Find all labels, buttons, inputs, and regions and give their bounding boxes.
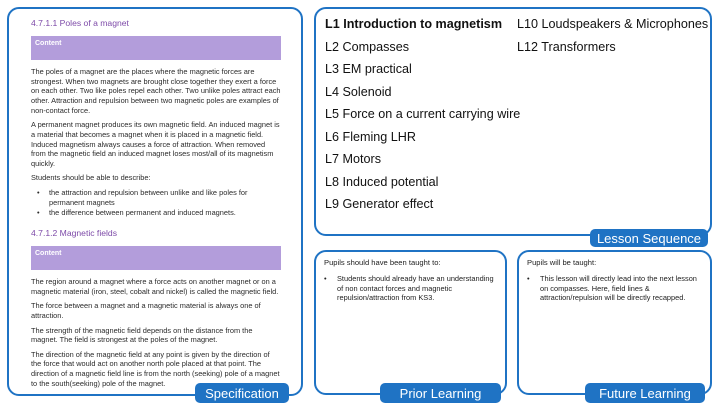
- future-learning-text: This lesson will directly lead into the next lesson on compasses. Here, field lines & attraction/repulsion will be directly recapped.: [540, 274, 697, 303]
- future-learning-tag: Future Learning: [585, 383, 705, 403]
- lesson-item: L10 Loudspeakers & Microphones: [517, 17, 709, 31]
- prior-learning-bullet: [324, 274, 494, 303]
- lesson-item: L8 Induced potential: [325, 174, 439, 189]
- specification-panel: [7, 7, 303, 396]
- lesson-list-column-2: [517, 16, 708, 61]
- spec-bullet: • the difference between permanent and induced magnets.: [31, 208, 281, 218]
- lesson-item-current: L1 Introduction to magnetism: [325, 17, 503, 31]
- spec-paragraph: The region around a magnet where a force acts on another magnet or on a magnetic material (iron, steel, cobalt and nickel) is called the magnetic field.: [31, 277, 279, 296]
- specification-document: [31, 16, 281, 393]
- specification-tag: Specification: [195, 383, 289, 403]
- lesson-item: L12 Transformers: [517, 39, 616, 54]
- prior-learning-tag: Prior Learning: [380, 383, 501, 403]
- spec-paragraph: The direction of the magnetic field at any point is given by the direction of the force that would act on another north pole placed at that point. The direction of a magnetic field line is from the north (seeking) pole of a magnet to the south(seeking) pole of the magnet.: [31, 349, 280, 388]
- lesson-item: L2 Compasses: [325, 39, 409, 54]
- spec-paragraph: The strength of the magnetic field depends on the distance from the magnet. The field is strongest at the poles of the magnet.: [31, 325, 253, 345]
- content-bar: Content: [31, 246, 281, 270]
- future-learning-bullet: [527, 274, 697, 303]
- lesson-item: L9 Generator effect: [325, 197, 434, 211]
- future-learning-panel: [517, 250, 712, 395]
- lesson-item: L6 Fleming LHR: [325, 129, 416, 144]
- lesson-item: L7 Motors: [325, 152, 381, 166]
- spec-paragraph: The poles of a magnet are the places where the magnetic forces are strongest. When two magnets are brought close together they exert a force on each other. Two like poles repel each other. Two unlike poles attract each other. Attraction and repulsion between two magnetic poles are examples of non-contact force.: [31, 67, 281, 115]
- spec-paragraph: A permanent magnet produces its own magnetic field. An induced magnet is a material that becomes a magnet when it is placed in a magnetic field. Induced magnetism always causes a force of attraction. When removed from the magnetic field an induced magnet loses most/all of its magnetism quickly.: [31, 120, 280, 168]
- lesson-list-column-1: [325, 16, 520, 219]
- lesson-item: L5 Force on a current carrying wire: [325, 107, 521, 121]
- prior-learning-text: Students should already have an understanding of non contact forces and magnetic repulsion/attraction from KS3.: [337, 274, 494, 303]
- lesson-item: L4 Solenoid: [325, 84, 392, 99]
- prior-learning-title: Pupils should have been taught to:: [324, 258, 441, 267]
- lesson-item: L3 EM practical: [325, 62, 412, 76]
- spec-paragraph: The force between a magnet and a magnetic material is always one of attraction.: [31, 301, 261, 320]
- spec-bullet-list: [31, 188, 281, 218]
- section-heading-poles: 4.7.1.1 Poles of a magnet: [31, 18, 129, 28]
- spec-paragraph: Students should be able to describe:: [31, 173, 151, 183]
- lesson-sequence-tag: Lesson Sequence: [590, 229, 708, 247]
- content-bar: Content: [31, 36, 281, 60]
- future-learning-title: Pupils will be taught:: [527, 258, 597, 267]
- bullet-dot: •: [324, 274, 327, 283]
- lesson-sequence-panel: [314, 7, 712, 236]
- spec-bullet: • the attraction and repulsion between unlike and like poles for permanent magnets: [31, 188, 281, 207]
- bullet-dot: •: [527, 274, 530, 283]
- prior-learning-panel: [314, 250, 507, 395]
- section-heading-fields: 4.7.1.2 Magnetic fields: [31, 227, 117, 238]
